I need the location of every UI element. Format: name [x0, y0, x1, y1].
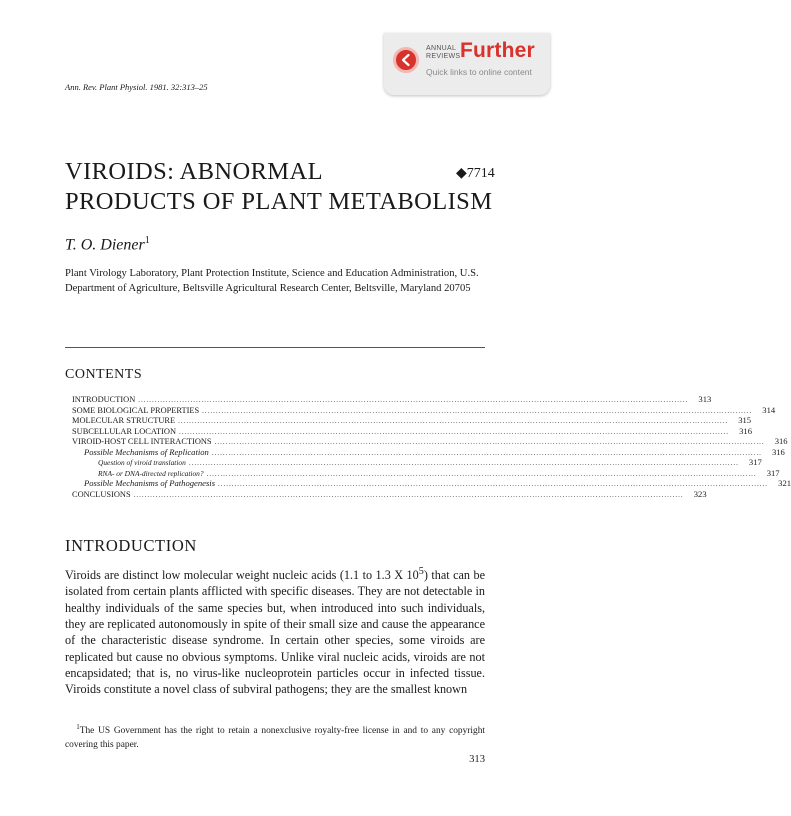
article-title	[65, 157, 505, 217]
toc-entry-title: Possible Mechanisms of Pathogenesis	[84, 478, 216, 488]
body-paragraph	[65, 564, 485, 697]
toc-entry-page: 315	[738, 415, 752, 425]
toc-leader-dots: ........................................................................................................................................................................................................	[218, 480, 769, 488]
footnote-text: The US Government has the right to retain a nonexclusive royalty-free license in and to any copyright covering this paper.	[65, 726, 486, 751]
section-heading: INTRODUCTION	[65, 536, 197, 555]
toc-entry-title: Question of viroid translation	[98, 458, 186, 467]
toc-entry-title: Possible Mechanisms of Replication	[84, 446, 209, 457]
footnote	[65, 720, 485, 752]
contents-heading: CONTENTS	[65, 367, 143, 382]
toc-entry[interactable]	[72, 467, 780, 479]
exponent: 5	[418, 566, 424, 577]
badge-reviews-label: REVIEWS	[426, 53, 461, 60]
body-text-start: Viroids are distinct low molecular weight nucleic acids (1.1 to 1.3 X 10	[65, 568, 419, 583]
toc-entry[interactable]	[72, 446, 785, 458]
author-footnote-marker: 1	[144, 235, 150, 246]
toc-leader-dots: ........................................................................................................................................................................................................	[211, 448, 762, 457]
toc-entry[interactable]	[72, 478, 791, 489]
author-name	[65, 235, 150, 254]
toc-entry-page: 316	[739, 425, 752, 436]
badge-publisher	[426, 45, 460, 61]
toc-entry-title: RNA- or DNA-directed replication?	[98, 468, 204, 478]
toc-leader-dots: ........................................................................................................................................................................................................	[179, 427, 729, 436]
journal-citation: Ann. Rev. Plant Physiol. 1981. 32:313–25	[65, 82, 208, 92]
toc-leader-dots: ........................................................................................................................................................................................................	[133, 490, 684, 499]
toc-entry-title: VIROID-HOST CELL INTERACTIONS	[72, 437, 212, 446]
toc-entry[interactable]	[72, 394, 712, 405]
toc-leader-dots: ........................................................................................................................................................................................................	[214, 438, 765, 446]
section-divider	[65, 347, 485, 348]
toc-entry-page: 323	[693, 488, 707, 499]
toc-entry-page: 313	[698, 394, 712, 404]
title-line-1: VIROIDS: ABNORMAL	[65, 158, 323, 185]
badge-further-label: Further	[460, 39, 535, 62]
toc-entry[interactable]	[72, 415, 752, 426]
toc-leader-dots: ........................................................................................................................................................................................................	[138, 396, 689, 404]
toc-entry-title: CONCLUSIONS	[72, 489, 131, 499]
toc-entry-page: 316	[774, 436, 788, 446]
badge-annual-label: ANNUAL	[426, 45, 457, 52]
toc-entry-page: 321	[778, 478, 791, 488]
toc-entry[interactable]	[72, 436, 788, 447]
toc-leader-dots: ........................................................................................................................................................................................................	[202, 406, 753, 415]
author-text: T. O. Diener	[65, 236, 145, 254]
toc-entry-page: 317	[766, 467, 780, 478]
toc-leader-dots: ........................................................................................................................................................................................................	[178, 417, 729, 425]
toc-entry[interactable]	[72, 488, 707, 500]
arrow-left-icon	[393, 47, 419, 73]
toc-entry-page: 314	[762, 404, 776, 415]
toc-entry-title: SUBCELLULAR LOCATION	[72, 426, 176, 436]
toc-entry-title: INTRODUCTION	[72, 395, 136, 404]
article-mark: ◆7714	[456, 166, 495, 181]
toc-leader-dots: ........................................................................................................................................................................................................	[188, 459, 739, 467]
toc-entry[interactable]	[72, 404, 776, 416]
page-number: 313	[469, 754, 485, 765]
toc-entry-title: SOME BIOLOGICAL PROPERTIES	[72, 405, 200, 415]
title-line-2: PRODUCTS OF PLANT METABOLISM	[65, 188, 493, 215]
body-text-rest: ) that can be isolated from certain plants afflicted with specific diseases. They are not detectable in healthy individuals of the same species but, when introduced into such individuals, they are replicated autonomously in spite of their small size and cause the appearance of the characteristic disease syndrome. In certain other species, some viroids are replicated but cause no obvious symptoms. Unlike viral nucleic acids, viroids are not encapsidated; that is, no virus-like nucleoprotein particles occur in infected tissue. Viroids constitute a novel class of subviral pathogens; they are the smallest known	[65, 568, 485, 697]
toc-entry-title: MOLECULAR STRUCTURE	[72, 416, 176, 425]
annual-reviews-further-badge[interactable]	[384, 33, 550, 95]
footnote-marker: 1	[76, 723, 80, 731]
table-of-contents	[72, 394, 791, 499]
toc-entry[interactable]	[72, 457, 762, 468]
toc-entry-page: 316	[771, 446, 785, 457]
badge-tagline: Quick links to online content	[426, 67, 532, 77]
author-affiliation: Plant Virology Laboratory, Plant Protection Institute, Science and Education Administration, U.S. Department of Agriculture, Beltsville Agricultural Research Center, Beltsville, Maryland 20705	[65, 268, 479, 294]
toc-entry-page: 317	[748, 457, 762, 467]
toc-leader-dots: ........................................................................................................................................................................................................	[206, 469, 757, 478]
toc-entry[interactable]	[72, 425, 752, 437]
